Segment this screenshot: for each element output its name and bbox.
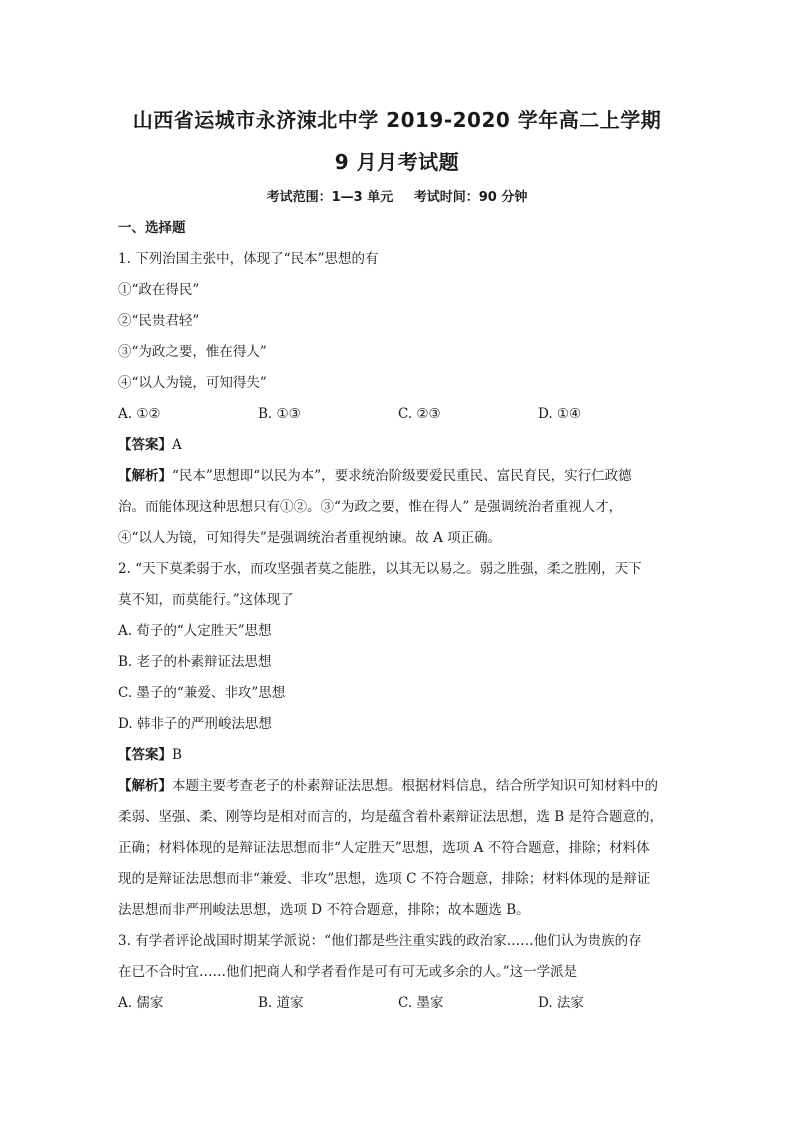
option-a: A. 儒家 (118, 995, 164, 1011)
exam-range: 考试范围：1—3 单元 (266, 190, 394, 205)
statement-item: ③“为政之要，惟在得人” (118, 344, 267, 360)
question-stem: 2. “天下莫柔弱于水，而攻坚强者莫之能胜，以其无以易之。弱之胜强，柔之胜刚，天下 (118, 561, 642, 577)
analysis-text: “民本”思想即“以民为本”，要求统治阶级要爱民重民、富民育民，实行仁政德 (172, 468, 632, 484)
exam-title-line1: 山西省运城市永济涑北中学 2019-2020 学年高二上学期 (132, 108, 662, 132)
option-c: C. 墨子的“兼爱、非攻”思想 (118, 685, 286, 701)
option-b: B. ①③ (258, 406, 301, 422)
exam-title-line2: 9 月月考试题 (334, 150, 460, 174)
statement-item: ④“以人为镜，可知得失” (118, 375, 267, 391)
option-b: B. 道家 (258, 995, 304, 1011)
analysis-text: 现的是辩证法思想而非“兼爱、非攻”思想，选项 C 不符合题意，排除；材料体现的是辩证 (118, 871, 651, 887)
analysis-text: 本题主要考查老子的朴素辩证法思想。根据材料信息，结合所学知识可知材料中的 (172, 778, 658, 794)
analysis-text: 法思想而非严刑峻法思想，选项 D 不符合题意，排除；故本题选 B。 (118, 902, 530, 918)
analysis-tag: 【解析】 (118, 468, 172, 484)
exam-content (118, 213, 678, 1019)
option-d: D. ①④ (538, 406, 582, 422)
analysis-text: 正确；材料体现的是辩证法思想而非“人定胜天”思想，选项 A 不符合题意，排除；材料体 (118, 840, 650, 856)
question-stem: 1. 下列治国主张中，体现了“民本”思想的有 (118, 251, 379, 267)
analysis-text: ④“以人为镜，可知得失”是强调统治者重视纳谏。故 A 项正确。 (118, 530, 502, 546)
exam-info (0, 186, 794, 205)
option-a: A. ①② (118, 406, 161, 422)
option-d: D. 韩非子的严刑峻法思想 (118, 716, 272, 732)
statement-item: ②“民贵君轻” (118, 313, 200, 329)
option-b: B. 老子的朴素辩证法思想 (118, 654, 272, 670)
question-3 (118, 926, 678, 1019)
analysis-line (118, 461, 678, 492)
answer-line (118, 740, 678, 771)
answer-tag: 【答案】 (118, 437, 172, 453)
option-a: A. 荀子的“人定胜天”思想 (118, 623, 272, 639)
question-stem: 3. 有学者评论战国时期某学派说：“他们都是些注重实践的政治家……他们认为贵族的存 (118, 933, 642, 949)
answer-line (118, 430, 678, 461)
option-c: C. 墨家 (398, 995, 444, 1011)
option-d: D. 法家 (538, 995, 584, 1011)
question-stem: 莫不知，而莫能行。”这体现了 (118, 592, 294, 608)
question-1 (118, 244, 678, 554)
question-stem: 在已不合时宜……他们把商人和学者看作是可有可无或多余的人。”这一学派是 (118, 964, 578, 980)
answer-value: A (172, 437, 182, 453)
statement-item: ①“政在得民” (118, 282, 200, 298)
section-heading: 一、选择题 (118, 220, 186, 236)
analysis-tag: 【解析】 (118, 778, 172, 794)
option-c: C. ②③ (398, 406, 441, 422)
analysis-line (118, 771, 678, 802)
answer-value: B (172, 747, 182, 763)
exam-time: 考试时间：90 分钟 (413, 190, 528, 205)
answer-tag: 【答案】 (118, 747, 172, 763)
analysis-text: 治。而能体现这种思想只有①②。③“为政之要，惟在得人” 是强调统治者重视人才， (118, 499, 623, 515)
question-2 (118, 554, 678, 926)
options-row (118, 399, 678, 430)
options-row (118, 988, 678, 1019)
analysis-text: 柔弱、坚强、柔、刚等均是相对而言的，均是蕴含着朴素辩证法思想，选 B 是符合题意的， (118, 809, 664, 825)
